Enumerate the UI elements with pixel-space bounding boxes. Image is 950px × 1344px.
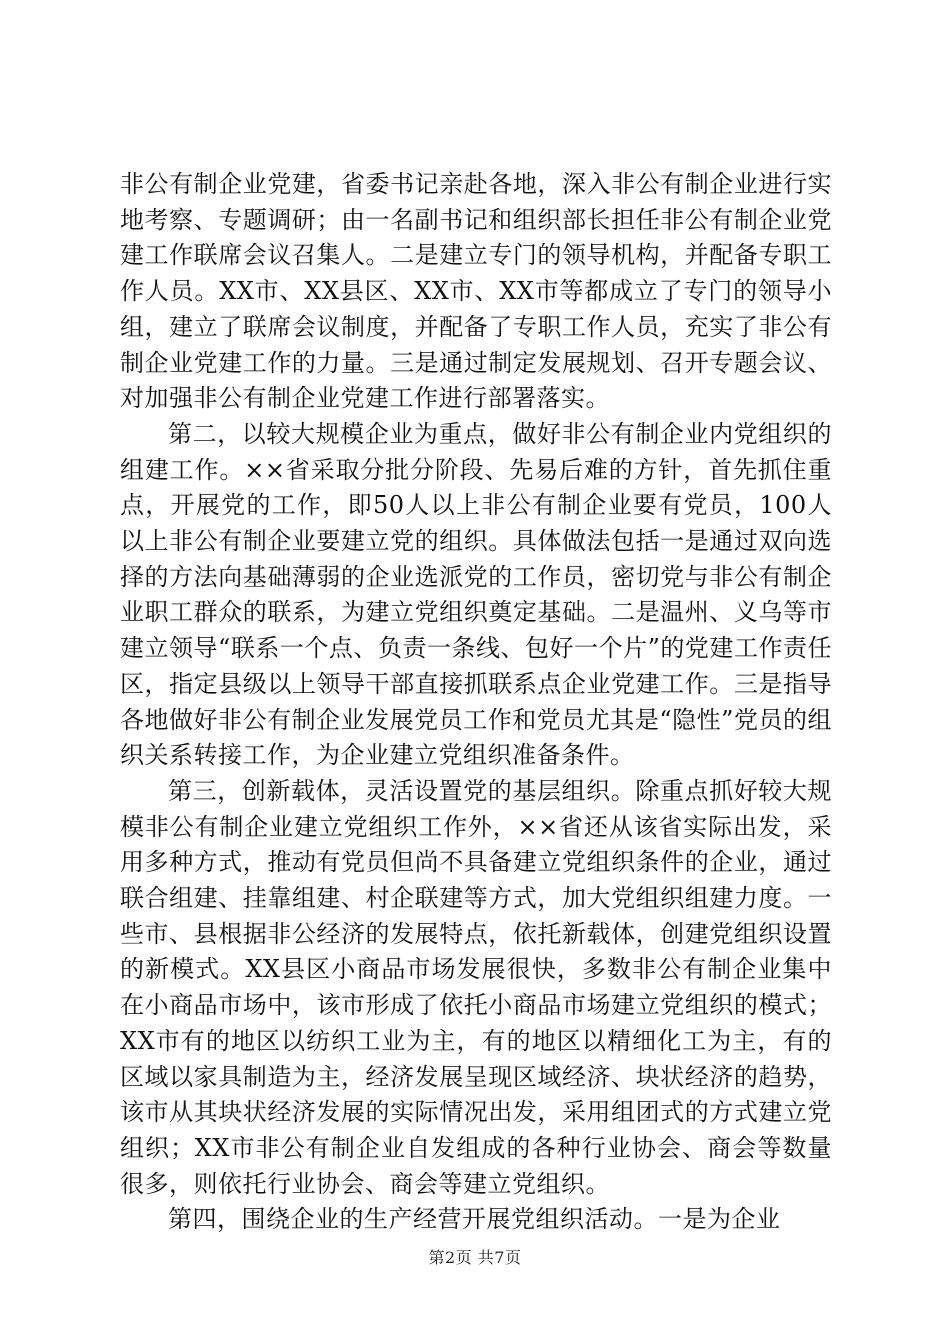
page-footer: 第2页 共7页 <box>428 1248 522 1267</box>
paragraph-third: 第三，创新载体，灵活设置党的基层组织。除重点抓好较大规模非公有制企业建立党组织工作外，××省还从该省实际出发，采用多种方式，推动有党员但尚不具备建立党组织条件的企业，通过联合组建、挂靠组建、村企联建等方式，加大党组织组建力度。一些市、县根据非公经济的发展特点，依托新载体，创建党组织设置的新模式。XX县区小商品市场发展很快，多数非公有制企业集中在小商品市场中，该市形成了依托小商品市场建立党组织的模式；XX市有的地区以纺织工业为主，有的地区以精细化工为主，有的区域以家具制造为主，经济发展呈现区域经济、块状经济的趋势，该市从其块状经济发展的实际情况出发，采用组团式的方式建立党组织；XX市非公有制企业自发组成的各种行业协会、商会等数量很多，则依托行业协会、商会等建立党组织。 <box>120 776 832 1198</box>
document-body <box>120 167 832 1238</box>
paragraph-continuation: 非公有制企业党建，省委书记亲赴各地，深入非公有制企业进行实地考察、专题调研；由一名副书记和组织部长担任非公有制企业党建工作联席会议召集人。二是建立专门的领导机构，并配备专职工作人员。XX市、XX县区、XX市、XX市等都成立了专门的领导小组，建立了联席会议制度，并配备了专职工作人员，充实了非公有制企业党建工作的力量。三是通过制定发展规划、召开专题会议、对加强非公有制企业党建工作进行部署落实。 <box>120 170 832 413</box>
paragraph-fourth: 第四，围绕企业的生产经营开展党组织活动。一是为企业 <box>168 1205 781 1234</box>
paragraph-second: 第二，以较大规模企业为重点，做好非公有制企业内党组织的组建工作。××省采取分批分阶段、先易后难的方针，首先抓住重点，开展党的工作，即50人以上非公有制企业要有党员，100人以上非公有制企业要建立党的组织。具体做法包括一是通过双向选择的方法向基础薄弱的企业选派党的工作员，密切党与非公有制企业职工群众的联系，为建立党组织奠定基础。二是温州、义乌等市建立领导“联系一个点、负责一条线、包好一个片”的党建工作责任区，指定县级以上领导干部直接抓联系点企业党建工作。三是指导各地做好非公有制企业发展党员工作和党员尤其是“隐性”党员的组织关系转接工作，为企业建立党组织准备条件。 <box>120 419 832 770</box>
